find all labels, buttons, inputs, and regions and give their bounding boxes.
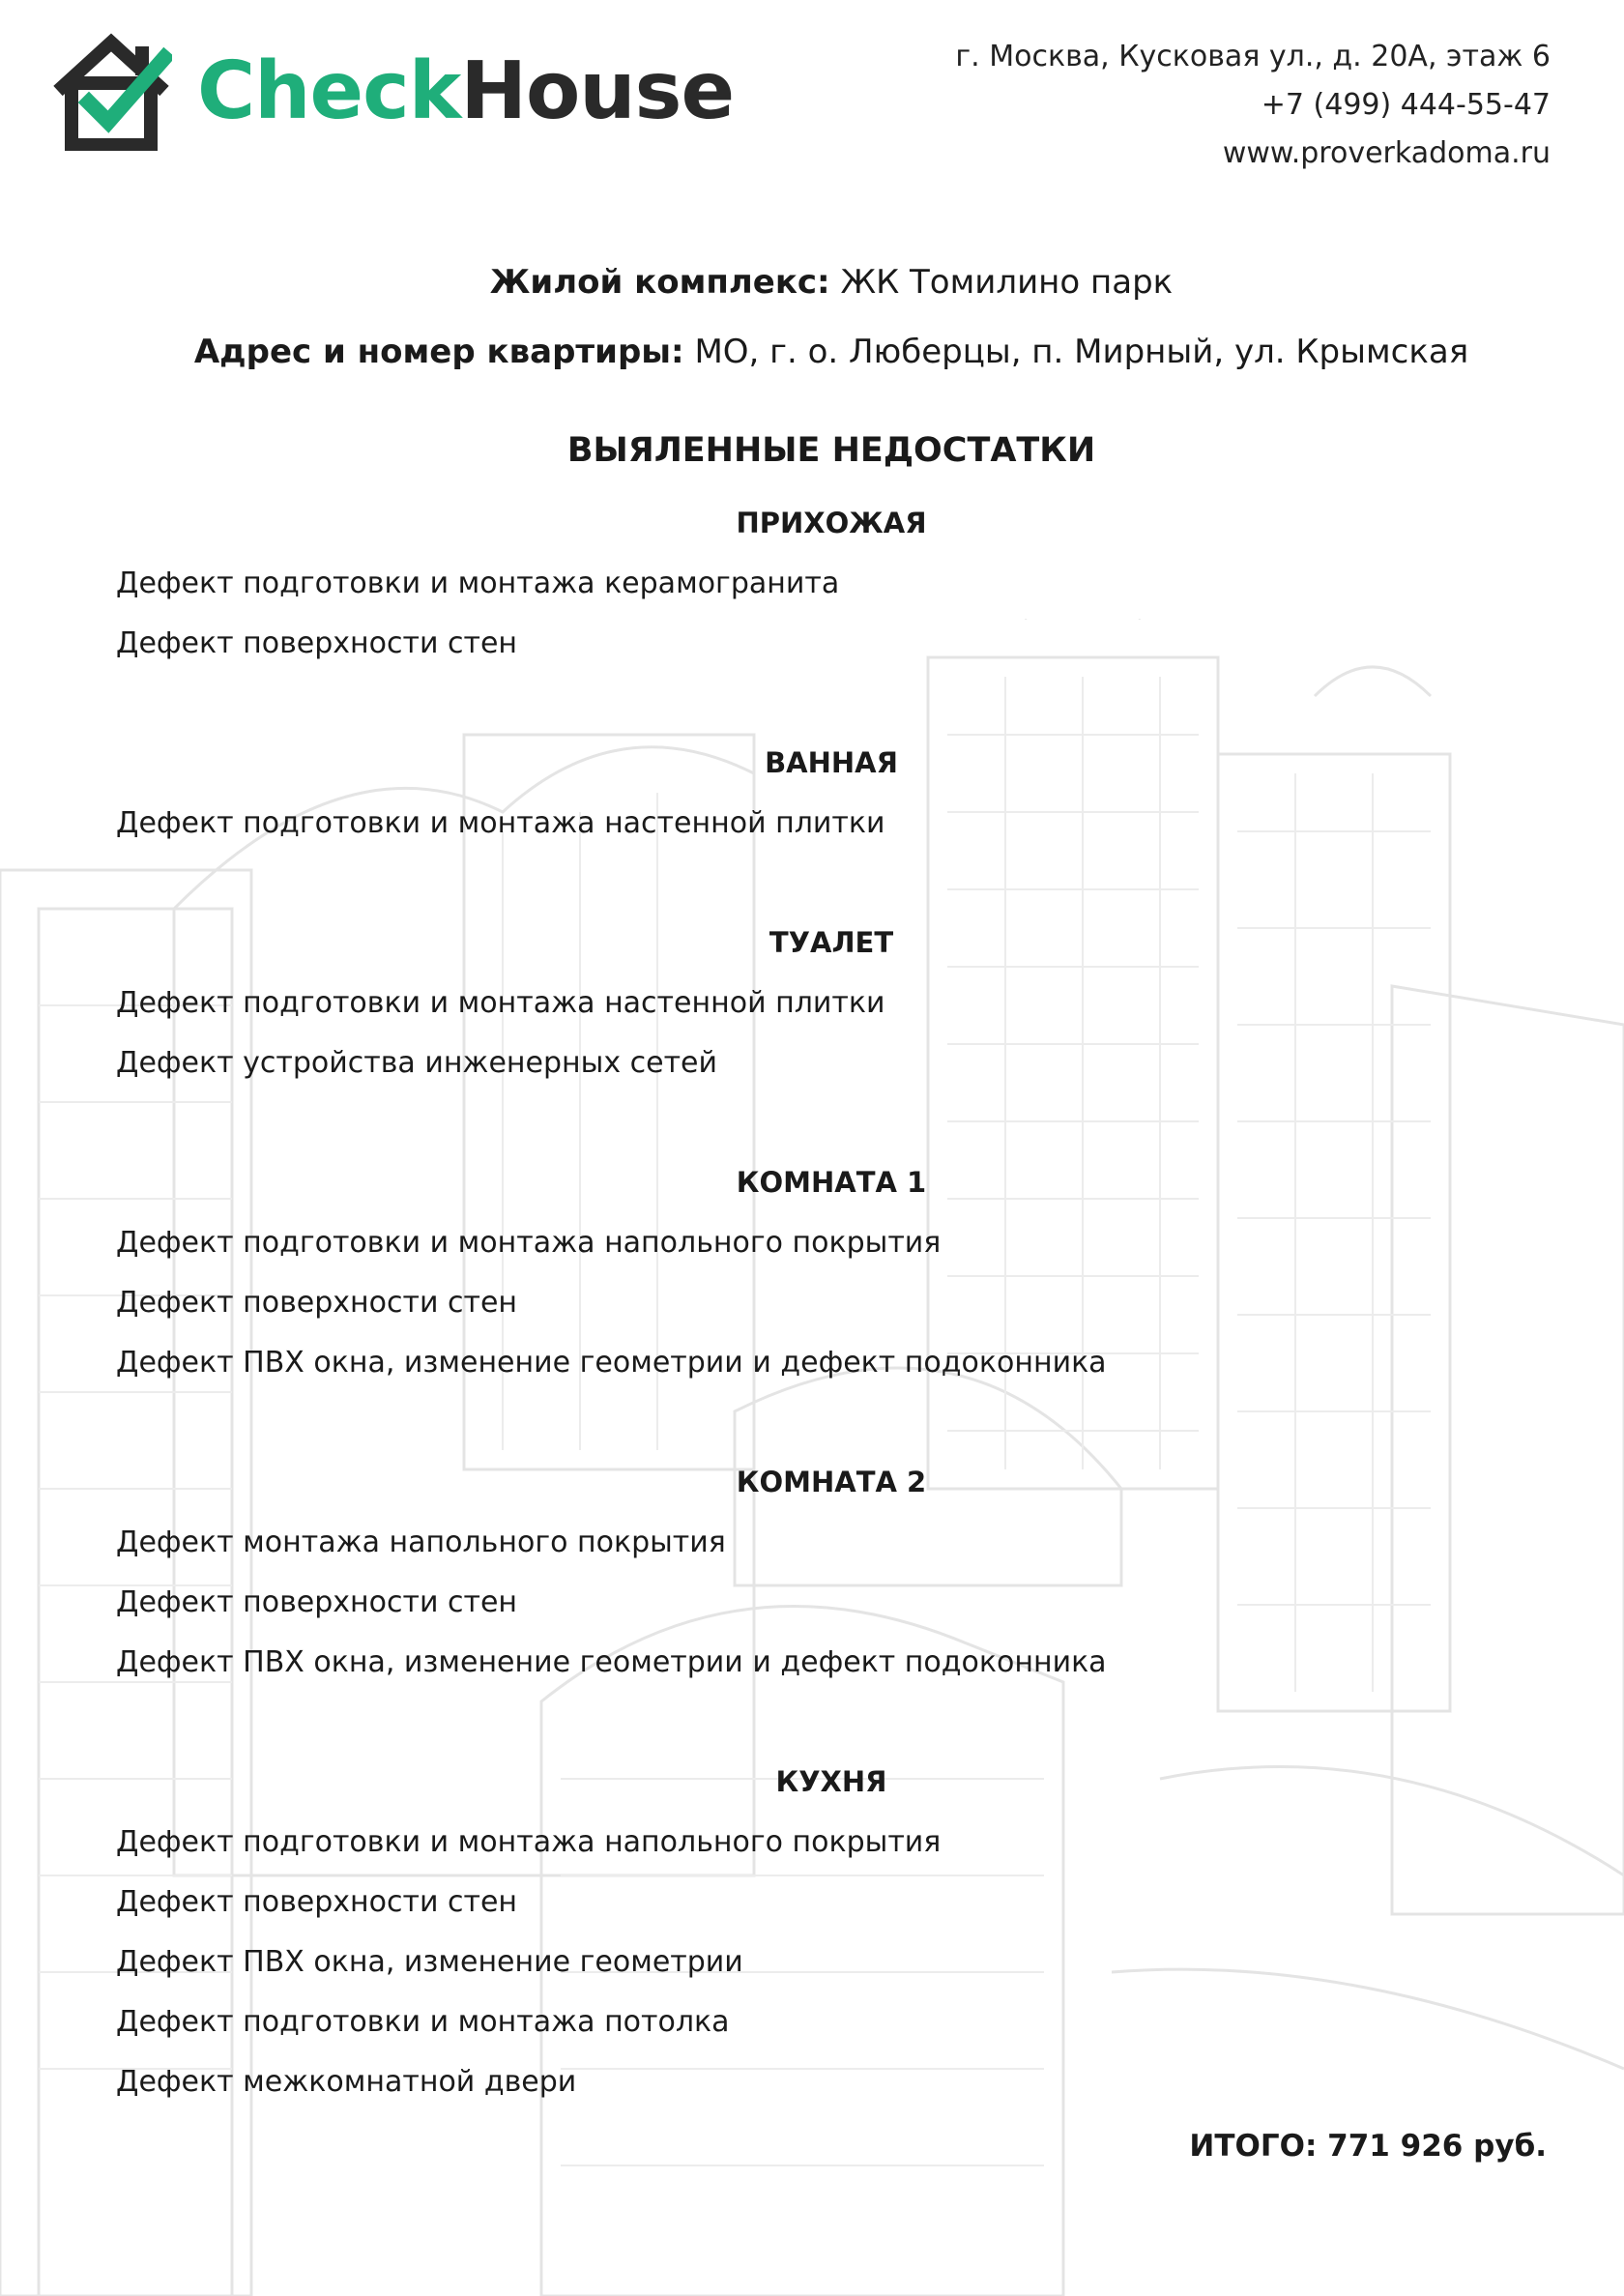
logo-text-house: House bbox=[460, 45, 735, 137]
section-heading-hallway: ПРИХОЖАЯ bbox=[736, 507, 927, 539]
section-heading-kitchen: КУХНЯ bbox=[775, 1765, 887, 1798]
logo-text-check: Check bbox=[197, 45, 461, 137]
defect-item: Дефект поверхности стен bbox=[116, 1585, 518, 1619]
address-value: МО, г. о. Люберцы, п. Мирный, ул. Крымская bbox=[694, 333, 1469, 371]
complex-line bbox=[0, 263, 1624, 302]
defect-item: Дефект подготовки и монтажа потолка bbox=[116, 2005, 730, 2039]
defect-item: Дефект подготовки и монтажа напольного покрытия bbox=[116, 1226, 942, 1260]
company-website: www.proverkadoma.ru bbox=[1222, 136, 1551, 170]
defect-item: Дефект межкомнатной двери bbox=[116, 2065, 577, 2099]
section-heading-room-2: КОМНАТА 2 bbox=[736, 1466, 927, 1498]
address-line bbox=[0, 333, 1624, 371]
logo-text bbox=[197, 45, 735, 137]
defect-item: Дефект поверхности стен bbox=[116, 1286, 518, 1320]
contact-block bbox=[955, 33, 1551, 178]
address-label: Адрес и номер квартиры: bbox=[193, 333, 684, 371]
section-heading-bathroom: ВАННАЯ bbox=[765, 746, 898, 779]
defect-item: Дефект ПВХ окна, изменение геометрии и дефект подоконника bbox=[116, 1346, 1107, 1380]
defect-item: Дефект подготовки и монтажа керамогранита bbox=[116, 567, 840, 600]
company-phone: +7 (499) 444-55-47 bbox=[1261, 88, 1551, 122]
section-heading-toilet: ТУАЛЕТ bbox=[768, 926, 894, 959]
building-sketch-background bbox=[0, 619, 1624, 2296]
defect-item: Дефект устройства инженерных сетей bbox=[116, 1046, 718, 1080]
company-address: г. Москва, Кусковая ул., д. 20А, этаж 6 bbox=[955, 40, 1551, 73]
defect-item: Дефект ПВХ окна, изменение геометрии bbox=[116, 1945, 743, 1979]
complex-value: ЖК Томилино парк bbox=[840, 263, 1174, 302]
complex-label: Жилой комплекс: bbox=[489, 263, 830, 302]
page-title: ВЫЯЛЕННЫЕ НЕДОСТАТКИ bbox=[566, 431, 1096, 470]
defect-item: Дефект подготовки и монтажа напольного покрытия bbox=[116, 1825, 942, 1859]
defect-item: Дефект монтажа напольного покрытия bbox=[116, 1526, 726, 1559]
house-check-icon bbox=[50, 33, 172, 151]
defect-item: Дефект ПВХ окна, изменение геометрии и дефект подоконника bbox=[116, 1645, 1107, 1679]
defect-item: Дефект поверхности стен bbox=[116, 1885, 518, 1919]
company-logo bbox=[50, 33, 734, 151]
section-heading-room-1: КОМНАТА 1 bbox=[736, 1166, 927, 1199]
defect-item: Дефект подготовки и монтажа настенной плитки bbox=[116, 806, 885, 840]
defect-item: Дефект поверхности стен bbox=[116, 626, 518, 660]
defect-item: Дефект подготовки и монтажа настенной плитки bbox=[116, 986, 885, 1020]
total-amount: ИТОГО: 771 926 руб. bbox=[1189, 2129, 1547, 2164]
